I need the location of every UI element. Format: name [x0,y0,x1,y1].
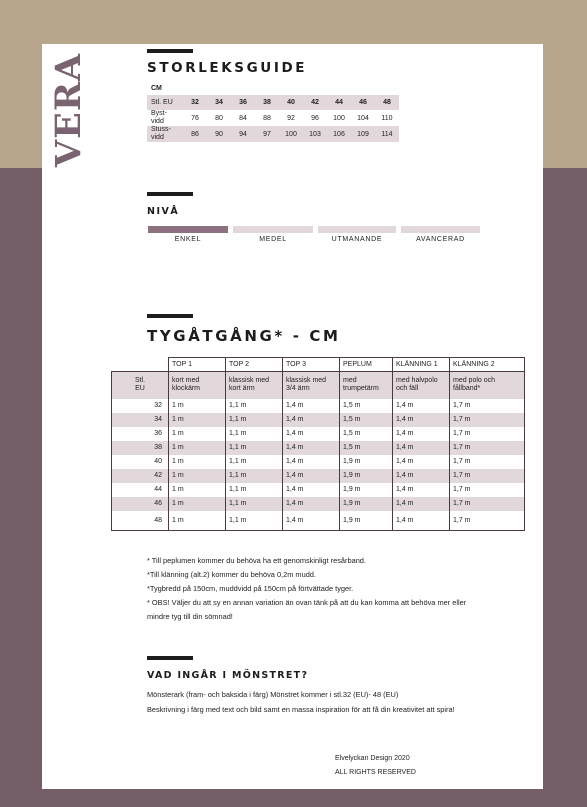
footnote-line: * Till peplumen kommer du behöva ha ett genomskinligt resårband. [147,556,366,565]
level-label: MEDEL [259,236,287,243]
fabric-amount-cell: 1,1 m [226,399,283,413]
fabric-amount-cell: 1,7 m [450,399,525,413]
measure-label-line: Stuss- [151,126,171,133]
fabric-amount-cell: 1,4 m [393,427,450,441]
fabric-amount-cell: 1,7 m [450,483,525,497]
description-line: och fäll [396,385,419,393]
measure-value: 109 [351,126,375,142]
fabric-amount-cell: 1,1 m [226,427,283,441]
measure-value: 88 [263,114,271,122]
fabric-amount-cell: 1,4 m [393,455,450,469]
fabric-amount-cell: 1,4 m [393,413,450,427]
fabric-size-cell: 46 [112,497,169,511]
fabric-column-header: PEPLUM [340,358,393,372]
measure-value: 104 [357,114,369,122]
included-line: Mönsterark (fram- och baksida i färg) Mönstret kommer i stl.32 (EU)- 48 (EU) [147,690,399,699]
fabric-column-header: KLÄNNING 2 [450,358,525,372]
fabric-amount-cell: 1,9 m [340,511,393,531]
fabric-amount-cell: 1,5 m [340,399,393,413]
description-line: med [343,377,357,385]
fabric-header-row [112,358,525,372]
size-header-row [147,95,399,110]
level-label: AVANCERAD [416,236,465,243]
description-line: kort med [172,377,200,385]
description-line: klassisk med [286,377,327,385]
size-guide-table [147,82,399,142]
fabric-amount-cell: 1,1 m [226,511,283,531]
brand-title: VERA [48,52,89,168]
fabric-row [112,427,525,441]
included-title: VAD INGÅR I MÖNSTRET? [147,670,309,681]
level-title: NIVÅ [147,206,180,217]
fabric-column-description [393,372,450,399]
fabric-size-cell: 40 [112,455,169,469]
measure-value: 80 [215,114,223,122]
fabric-amount-cell: 1,7 m [450,441,525,455]
measure-value: 97 [255,126,279,142]
fabric-amount-cell: 1 m [169,441,226,455]
fabric-amount-cell: 1,5 m [340,413,393,427]
fabric-size-cell: 48 [112,511,169,531]
unit-label: CM [151,84,162,92]
fabric-row [112,469,525,483]
fabric-size-cell: 32 [112,399,169,413]
fabric-amount-cell: 1 m [169,413,226,427]
measure-value: 76 [191,114,199,122]
fabric-row [112,483,525,497]
measure-value: 100 [333,114,345,122]
fabric-title: TYGÅTGÅNG* - CM [147,327,341,345]
fabric-amount-cell: 1,7 m [450,511,525,531]
fabric-column-header: KLÄNNING 1 [393,358,450,372]
included-line: Beskrivning i färg med text och bild samt en massa inspiration för att få din kreativitet att spira! [147,705,455,714]
level-bar-2 [318,226,396,233]
level-label: ENKEL [174,236,202,243]
fabric-size-cell: 38 [112,441,169,455]
description-line: klockärm [172,385,201,393]
fabric-column-description [340,372,393,399]
fabric-amount-cell: 1,4 m [393,511,450,531]
fabric-column-header: TOP 3 [283,358,340,372]
fabric-amount-cell: 1,9 m [340,483,393,497]
size-label-line: Stl. [134,377,146,385]
fabric-table [111,357,525,531]
fabric-amount-cell: 1,5 m [340,427,393,441]
measure-value: 84 [239,114,247,122]
measure-value: 92 [287,114,295,122]
measure-label [147,110,183,126]
fabric-amount-cell: 1,4 m [393,497,450,511]
section-divider-bar [147,49,193,53]
fabric-amount-cell: 1 m [169,511,226,531]
size-header-cell: 42 [303,95,327,110]
description-line: 3/4 ärm [286,385,310,393]
measure-value: 110 [381,114,393,122]
fabric-amount-cell: 1,7 m [450,497,525,511]
fabric-amount-cell: 1,4 m [393,483,450,497]
fabric-amount-cell: 1,7 m [450,469,525,483]
size-guide-title: STORLEKSGUIDE [147,60,308,76]
level-bar-1 [233,226,313,233]
measure-value: 114 [375,126,399,142]
fabric-column-header: TOP 2 [226,358,283,372]
fabric-amount-cell: 1,4 m [283,427,340,441]
fabric-amount-cell: 1,1 m [226,469,283,483]
size-header-cell: 48 [375,95,399,110]
size-header-label: Stl. EU [147,95,183,110]
level-label: UTMANANDE [331,236,383,243]
measure-value: 106 [327,126,351,142]
fabric-amount-cell: 1,4 m [283,455,340,469]
fabric-amount-cell: 1,4 m [283,483,340,497]
fabric-amount-cell: 1 m [169,497,226,511]
description-line: trumpetärm [343,385,379,393]
bust-row [147,110,399,126]
measure-value: 103 [303,126,327,142]
measure-value: 100 [279,126,303,142]
section-divider-bar [147,192,193,196]
fabric-amount-cell: 1,9 m [340,469,393,483]
measure-value: 94 [231,126,255,142]
fabric-amount-cell: 1 m [169,483,226,497]
fabric-amount-cell: 1,1 m [226,483,283,497]
description-line: med polo och [453,377,496,385]
size-header-cell: 44 [327,95,351,110]
measure-label-line: vidd [151,118,164,125]
fabric-amount-cell: 1,4 m [283,469,340,483]
fabric-column-description [283,372,340,399]
size-label-line: EU [135,385,145,393]
fabric-size-cell: 42 [112,469,169,483]
fabric-amount-cell: 1,4 m [283,441,340,455]
measure-label-line: Byst- [151,110,167,117]
fabric-column-header: TOP 1 [169,358,226,372]
size-header-cell: 34 [207,95,231,110]
fabric-amount-cell: 1,4 m [283,511,340,531]
size-header-cell: 36 [231,95,255,110]
level-bar-3 [401,226,480,233]
fabric-amount-cell: 1,4 m [393,441,450,455]
footer-rights: ALL RIGHTS RESERVED [335,769,416,776]
fabric-amount-cell: 1 m [169,455,226,469]
fabric-column-description [169,372,226,399]
fabric-column-description [450,372,525,399]
fabric-amount-cell: 1 m [169,469,226,483]
description-line: med halvpolo [396,377,438,385]
fabric-amount-cell: 1,4 m [283,413,340,427]
fabric-amount-cell: 1,7 m [450,455,525,469]
footer-credit: Elvelyckan Design 2020 [335,755,410,762]
section-divider-bar [147,314,193,318]
fabric-amount-cell: 1 m [169,399,226,413]
fabric-description-row [112,372,525,399]
fabric-amount-cell: 1,4 m [283,497,340,511]
description-line: fållband* [453,385,481,393]
footnote-line: mindre tyg till din sömnad! [147,612,233,621]
fabric-amount-cell: 1,9 m [340,455,393,469]
fabric-amount-cell: 1,9 m [340,497,393,511]
fabric-row [112,413,525,427]
fabric-row [112,455,525,469]
description-line: klassisk med [229,377,270,385]
footnote-line: * OBS! Väljer du att sy en annan variation än ovan tänk på att du kan komma att behöva mer eller [147,598,467,607]
fabric-amount-cell: 1,4 m [393,399,450,413]
size-header-cell: 38 [255,95,279,110]
fabric-row [112,511,525,531]
fabric-amount-cell: 1,1 m [226,441,283,455]
footnote-line: *Till klänning (alt.2) kommer du behöva 0,2m mudd. [147,570,316,579]
section-divider-bar [147,656,193,660]
fabric-size-cell: 36 [112,427,169,441]
size-header-cell: 32 [183,95,207,110]
measure-value: 90 [207,126,231,142]
fabric-row [112,399,525,413]
measure-label-line: vidd [151,134,164,141]
size-header-cell: 46 [351,95,375,110]
description-line: kort ärm [229,385,255,393]
measure-value: 86 [183,126,207,142]
fabric-amount-cell: 1,7 m [450,427,525,441]
measure-label [147,126,183,142]
fabric-column-description [226,372,283,399]
hip-row [147,126,399,142]
level-bar-0 [148,226,228,233]
fabric-amount-cell: 1,1 m [226,497,283,511]
size-header-cell: 40 [279,95,303,110]
fabric-amount-cell: 1,4 m [393,469,450,483]
fabric-amount-cell: 1,1 m [226,413,283,427]
measure-value: 96 [311,114,319,122]
fabric-amount-cell: 1,4 m [283,399,340,413]
fabric-amount-cell: 1,7 m [450,413,525,427]
fabric-row [112,441,525,455]
fabric-amount-cell: 1,5 m [340,441,393,455]
fabric-amount-cell: 1 m [169,427,226,441]
fabric-row [112,497,525,511]
fabric-amount-cell: 1,1 m [226,455,283,469]
fabric-size-cell: 34 [112,413,169,427]
fabric-size-cell: 44 [112,483,169,497]
footnote-line: *Tygbredd på 150cm, muddvidd på 150cm på förtvättade tyger. [147,584,354,593]
size-label-cell [112,372,169,399]
